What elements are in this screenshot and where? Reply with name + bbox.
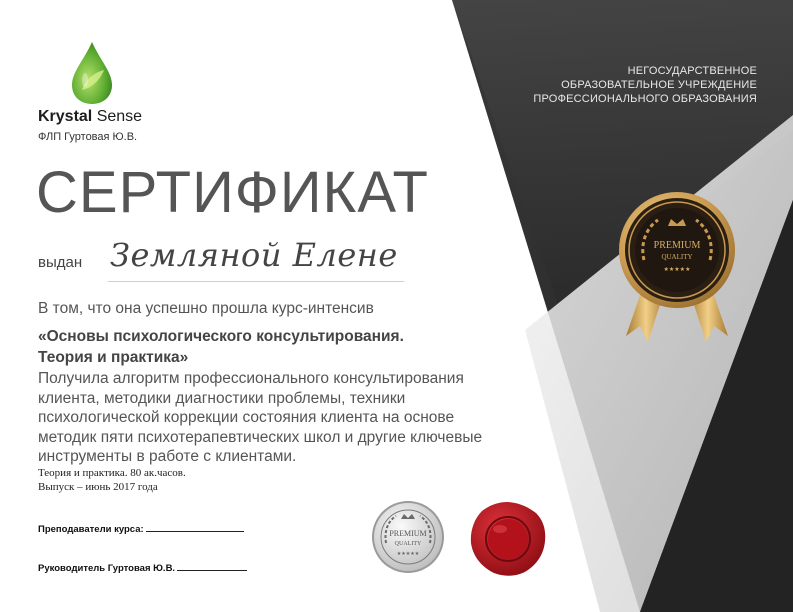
recipient-name: Земляной Елене (110, 236, 398, 274)
course-title-line: «Основы психологического консультирования. (38, 328, 404, 345)
issued-label: выдан (38, 254, 83, 271)
signature-line (177, 561, 247, 571)
course-title (38, 326, 404, 368)
brand-name: Krystal Sense (38, 108, 143, 125)
seal-text-bottom: QUALITY (394, 541, 422, 547)
organization-line: НЕГОСУДАРСТВЕННОЕ (627, 65, 757, 77)
svg-text:★★★★★: ★★★★★ (663, 267, 691, 273)
organization-line: ПРОФЕССИОНАЛЬНОГО ОБРАЗОВАНИЯ (533, 93, 757, 105)
description-line: клиента, методики диагностики проблемы, техники (38, 389, 406, 407)
red-wax-seal-icon (468, 499, 548, 579)
organization-name (457, 64, 757, 106)
teachers-signature (38, 522, 244, 535)
brand-owner: ФЛП Гуртовая Ю.В. (38, 131, 138, 143)
release-text: Выпуск – июнь 2017 года (38, 481, 158, 493)
premium-quality-badge-gold (612, 188, 742, 348)
head-signature (38, 561, 247, 574)
teachers-label: Преподаватели курса: (38, 524, 144, 535)
intro-text: В том, что она успешно прошла курс-интенсив (38, 300, 374, 317)
course-title-line: Теория и практика» (38, 349, 189, 366)
organization-line: ОБРАЗОВАТЕЛЬНОЕ УЧРЕЖДЕНИЕ (561, 79, 757, 91)
description-line: психологической коррекции состояния клиента на основе (38, 409, 455, 426)
recipient-underline (108, 281, 404, 282)
premium-quality-seal-gray (370, 499, 446, 575)
head-label: Руководитель Гуртовая Ю.В. (38, 563, 176, 574)
svg-text:★★★★★: ★★★★★ (396, 551, 420, 557)
course-description (38, 369, 518, 467)
description-line: инструменты в работе с клиентами. (38, 448, 297, 465)
badge-text-top: PREMIUM (653, 240, 701, 251)
water-drop-leaf-icon (70, 40, 114, 106)
signature-line (146, 522, 244, 532)
badge-text-bottom: QUALITY (661, 253, 693, 261)
course-details (38, 466, 186, 494)
hours-text: Теория и практика. 80 ак.часов. (38, 467, 186, 479)
seal-text-top: PREMIUM (389, 529, 427, 538)
description-line: методик пяти психотерапевтических школ и другие ключевые (38, 428, 483, 446)
certificate-title: СЕРТИФИКАТ (36, 160, 429, 225)
description-line: Получила алгоритм профессионального консультирования (38, 370, 464, 387)
